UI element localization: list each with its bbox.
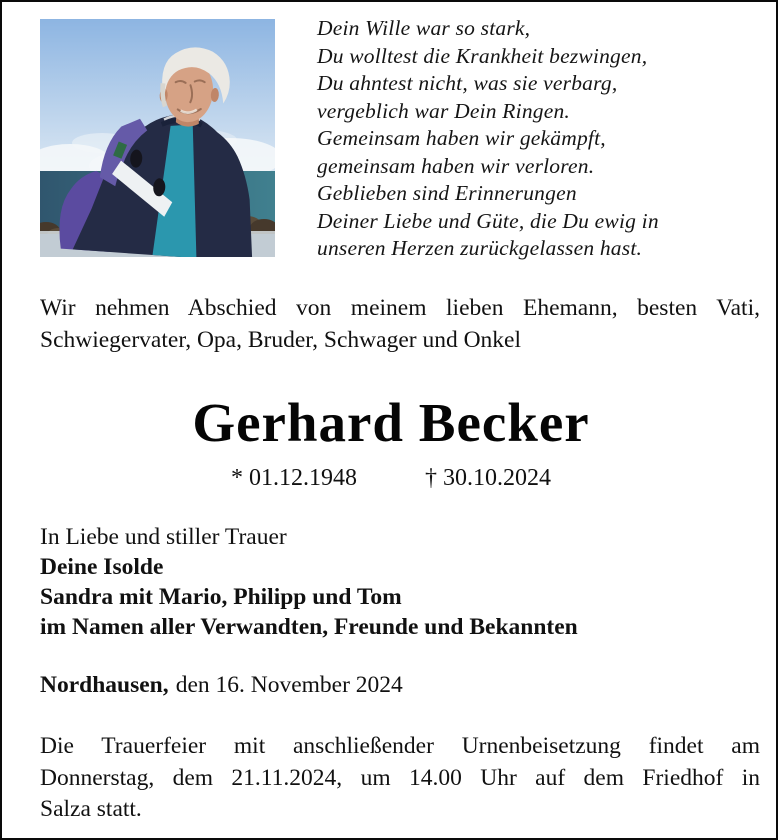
mourners-block — [40, 522, 760, 642]
poem-line: Deiner Liebe und Güte, die Du ewig in — [317, 208, 659, 233]
birth-date: * 01.12.1948 — [231, 465, 357, 491]
intro-line: Schwiegervater, Opa, Bruder, Schwager und Onkel — [40, 326, 522, 353]
life-dates — [2, 463, 778, 493]
memorial-poem — [317, 15, 757, 263]
mourner-line: im Namen aller Verwandten, Freunde und Bekannten — [40, 614, 578, 640]
intro-line: Wir nehmen Abschied von meinem lieben Ehemann, besten Vati, — [40, 295, 760, 321]
deceased-name: Gerhard Becker — [192, 392, 590, 453]
city-name: Nordhausen, — [40, 672, 169, 698]
portrait-photo — [40, 19, 275, 257]
condolence-intro: In Liebe und stiller Trauer — [40, 524, 287, 550]
poem-line: Dein Wille war so stark, — [317, 16, 531, 40]
mourner-line: Deine Isolde — [40, 554, 164, 580]
announcement-date: den 16. November 2024 — [175, 672, 403, 698]
poem-line: Geblieben sind Erinnerungen — [317, 181, 577, 205]
death-date: † 30.10.2024 — [425, 465, 551, 491]
poem-line: gemeinsam haben wir verloren. — [317, 153, 595, 178]
mourner-line: Sandra mit Mario, Philipp und Tom — [40, 584, 402, 610]
funeral-line: Die Trauerfeier mit anschließender Urnenbeisetzung findet am — [40, 733, 760, 759]
poem-line: unseren Herzen zurückgelassen hast. — [317, 236, 643, 260]
funeral-line: Donnerstag, dem 21.11.2024, um 14.00 Uhr auf dem Friedhof in — [40, 764, 760, 791]
poem-line: Du wolltest die Krankheit bezwingen, — [317, 43, 648, 68]
farewell-introduction — [40, 293, 760, 356]
portrait-photo-illustration — [40, 19, 275, 257]
funeral-line: Salza statt. — [40, 796, 142, 822]
poem-line: Du ahntest nicht, was sie verbarg, — [317, 71, 618, 95]
poem-line: Gemeinsam haben wir gekämpft, — [317, 126, 606, 150]
funeral-information — [40, 731, 760, 826]
poem-line: vergeblich war Dein Ringen. — [317, 98, 570, 123]
city-dateline — [40, 669, 760, 701]
